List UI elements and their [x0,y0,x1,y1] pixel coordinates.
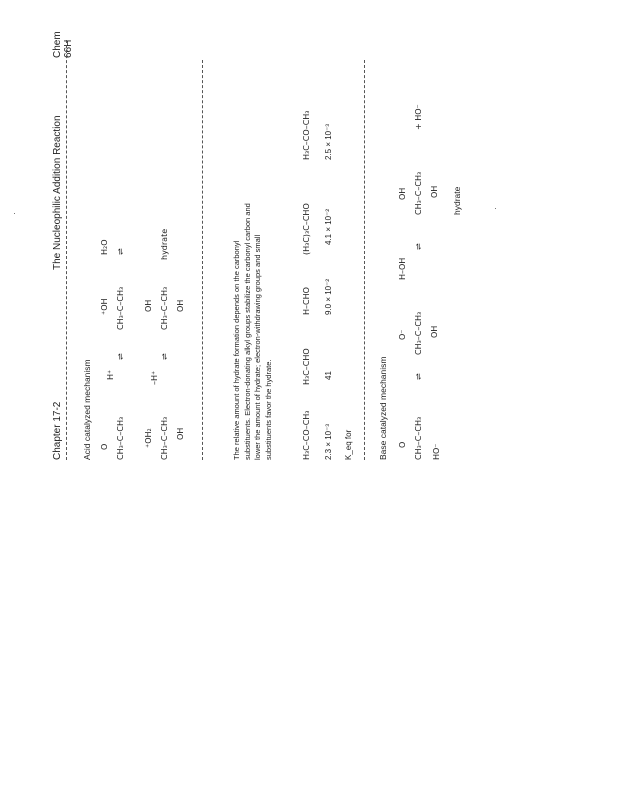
course-header: Chem 66H [52,31,74,58]
chem-text: O⁻ [398,329,407,340]
chem-text: CH₃–C–CH₃ [414,171,423,215]
hydrate-label: hydrate [452,186,462,215]
section-rule [202,60,203,460]
k-label: K_eq for [344,429,353,460]
chem-text: H₂O [100,239,109,255]
base-mechanism-label: Base catalyzed mechanism [378,356,388,460]
k-value-5: 2.5 × 10⁻³ [324,123,333,160]
k-value-3: 9.0 × 10⁻² [324,278,333,315]
chem-text: O [100,443,109,450]
chem-text: CH₃–C–CH₃ [414,311,423,355]
compound-5: H₃C–CO–CH₃ [302,110,311,160]
chem-text: OH [398,187,407,200]
scan-speck [14,213,15,214]
compound-1: H₃C–CO–CH₃ [302,410,311,460]
chem-text: CH₃–C–CH₃ [414,416,423,460]
k-value-4: 4.1 × 10⁻² [324,208,333,245]
chem-text: CH₃–C–CH₃ [160,286,169,330]
compound-2: H₃C–CHO [302,348,311,385]
chem-text: OH [430,325,439,338]
acid-mechanism-label: Acid catalyzed mechanism [82,359,92,460]
chem-text: OH [144,299,153,312]
chem-text: OH [430,185,439,198]
equilibrium-arrow: ⇌ [414,373,423,380]
equilibrium-arrow: ⇌ [116,248,125,255]
chapter-header: Chapter 17-2 [52,401,63,460]
k-value-2: 41 [324,371,333,380]
header-rule [66,40,67,460]
compound-4: (H₃C)₃C–CHO [302,203,311,255]
chem-text: + HO⁻ [414,104,423,130]
hydrate-label: hydrate [160,228,169,260]
chem-text: HO⁻ [432,443,441,460]
equilibrium-arrow: ⇌ [116,353,125,360]
chem-text: ⁺OH₂ [144,428,153,448]
chem-text: ⁺OH [100,298,109,315]
section-rule [364,60,365,460]
chem-text: O [398,441,407,448]
page-title: The Nucleophilic Addition Reaction [52,115,63,270]
equilibrium-arrow: ⇌ [160,353,169,360]
chem-text: –H⁺ [150,370,159,385]
chem-text: CH₃–C–CH₃ [116,416,125,460]
chem-text: OH [176,427,185,440]
equilibrium-arrow: ⇌ [414,243,423,250]
rotated-content [52,28,572,460]
chem-text: CH₃–C–CH₃ [160,416,169,460]
compound-3: H–CHO [302,287,311,315]
equilibrium-note: The relative amount of hydrate formation depends on the carbonyl substituents. Electron-donating alkyl groups stabilize the carbonyl carbon and lower the amount of hydrate; electron-withdrawing groups and small substituents favor the hydrate. [232,203,273,460]
chem-text: H⁺ [106,369,115,380]
chem-text: H–OH [398,257,407,280]
scan-speck [495,208,496,209]
k-value-1: 2.3 × 10⁻³ [324,423,333,460]
chem-text: CH₃–C–CH₃ [116,286,125,330]
chem-text: OH [176,299,185,312]
